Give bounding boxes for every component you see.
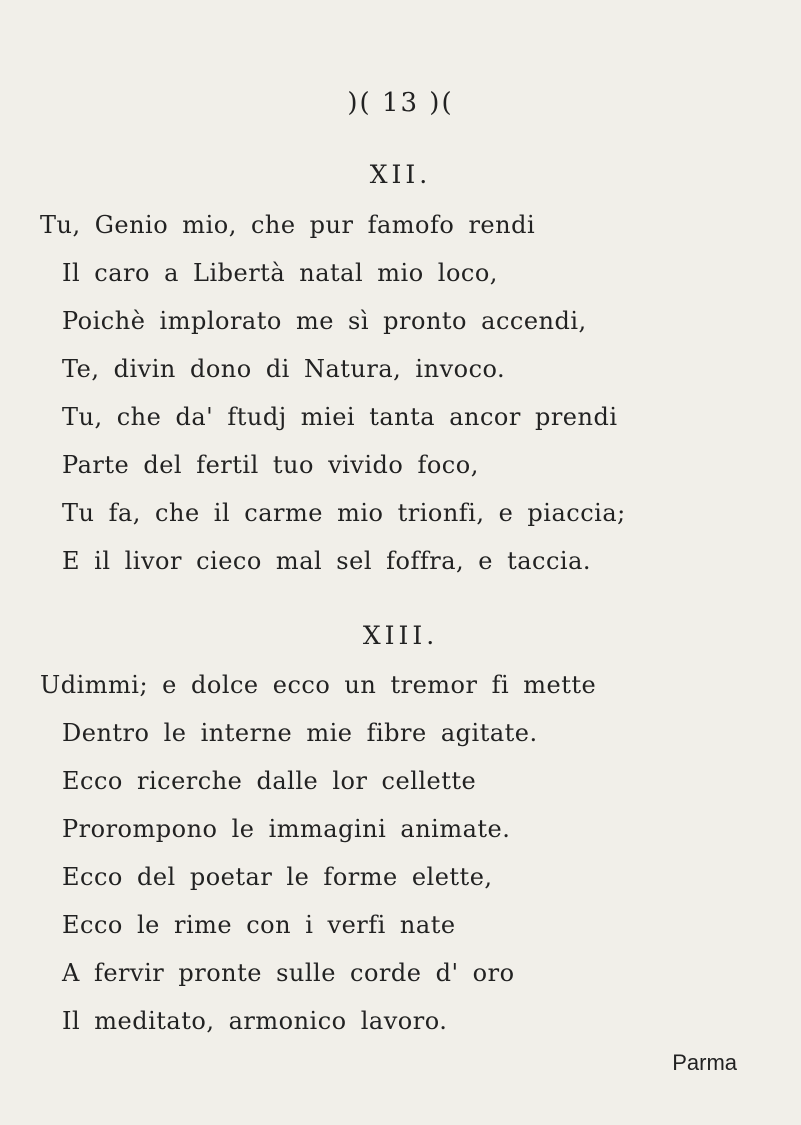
- page-number-header: )( 13 )(: [347, 88, 454, 118]
- verse-line: Ecco ricerche dalle lor cellette: [62, 767, 477, 795]
- stanza-number: XIII.: [362, 621, 439, 650]
- verse-line: Tu, che da' ftudj miei tanta ancor prendi: [62, 403, 618, 431]
- verse-line: E il livor cieco mal sel foffra, e taccia.: [62, 547, 592, 575]
- verse-line: Te, divin dono di Natura, invoco.: [62, 355, 506, 383]
- verse-line: Tu, Genio mio, che pur famofo rendi: [40, 211, 536, 239]
- verse-line: Ecco del poetar le forme elette,: [62, 863, 493, 891]
- verse-line: A fervir pronte sulle corde d' oro: [62, 959, 515, 987]
- verse-line: Prorompono le immagini animate.: [62, 815, 511, 843]
- verse-line: Dentro le interne mie fibre agitate.: [62, 719, 538, 747]
- verse-line: Ecco le rime con i verfi nate: [62, 911, 456, 939]
- verse-line: Parte del fertil tuo vivido foco,: [62, 451, 479, 479]
- verse-line: Il meditato, armonico lavoro.: [62, 1007, 448, 1035]
- verse-line: Il caro a Libertà natal mio loco,: [62, 259, 498, 287]
- verse-line: Tu fa, che il carme mio trionfi, e piaccia;: [62, 499, 626, 527]
- catchword: Parma: [672, 1050, 737, 1075]
- verse-line: Udimmi; e dolce ecco un tremor fi mette: [40, 671, 597, 699]
- stanza-number: XII.: [369, 160, 432, 189]
- verse-line: Poichè implorato me sì pronto accendi,: [62, 307, 587, 335]
